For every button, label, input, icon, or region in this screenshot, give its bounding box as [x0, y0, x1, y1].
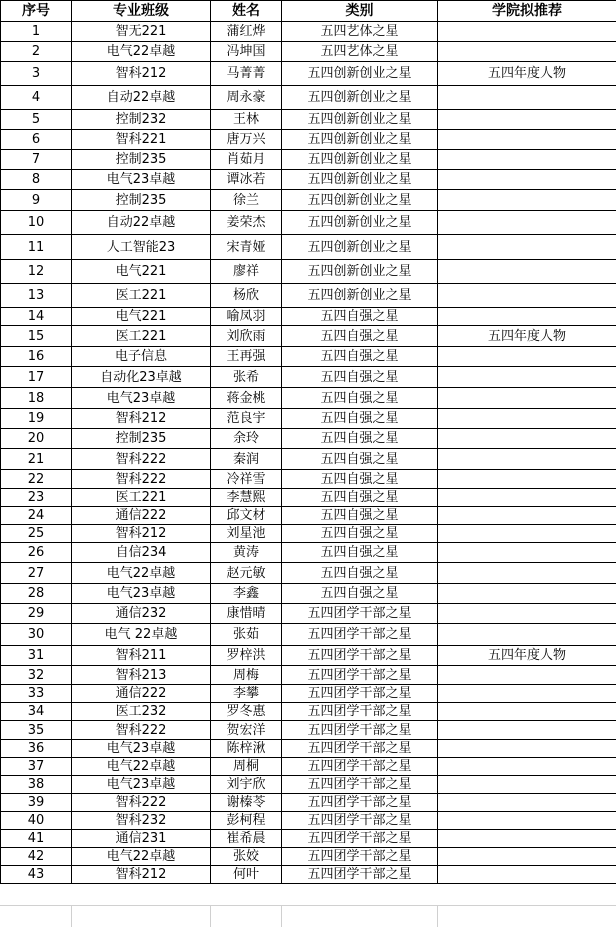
- cell-category[interactable]: 五四团学干部之星: [282, 604, 438, 624]
- cell-recommendation[interactable]: [438, 525, 616, 543]
- cell-name[interactable]: 罗冬惠: [211, 703, 282, 721]
- cell-name[interactable]: 冯坤国: [211, 42, 282, 62]
- cell-recommendation[interactable]: [438, 22, 616, 42]
- cell-major-class[interactable]: 电气23卓越: [72, 584, 211, 604]
- cell-major-class[interactable]: 电气221: [72, 260, 211, 284]
- cell-recommendation[interactable]: [438, 489, 616, 507]
- cell-recommendation[interactable]: [438, 260, 616, 284]
- cell-name[interactable]: 喻凤羽: [211, 308, 282, 326]
- cell-name[interactable]: 李鑫: [211, 584, 282, 604]
- table-row[interactable]: [1, 866, 616, 884]
- cell-number[interactable]: 38: [1, 776, 72, 794]
- table-row[interactable]: [1, 604, 616, 624]
- cell-name[interactable]: 马菁菁: [211, 62, 282, 86]
- cell-category[interactable]: 五四自强之星: [282, 409, 438, 429]
- cell-name[interactable]: 唐万兴: [211, 130, 282, 150]
- cell-name[interactable]: 张姣: [211, 848, 282, 866]
- table-row[interactable]: [1, 347, 616, 367]
- cell-recommendation[interactable]: 五四年度人物: [438, 62, 616, 86]
- cell-major-class[interactable]: 控制235: [72, 429, 211, 449]
- table-row[interactable]: [1, 449, 616, 470]
- table-row[interactable]: [1, 22, 616, 42]
- cell-name[interactable]: 康惜晴: [211, 604, 282, 624]
- cell-number[interactable]: 24: [1, 507, 72, 525]
- cell-category[interactable]: 五四团学干部之星: [282, 703, 438, 721]
- cell-name[interactable]: 廖祥: [211, 260, 282, 284]
- cell-name[interactable]: 王林: [211, 110, 282, 130]
- cell-recommendation[interactable]: [438, 308, 616, 326]
- cell-major-class[interactable]: 智科222: [72, 449, 211, 470]
- cell-major-class[interactable]: 通信222: [72, 685, 211, 703]
- cell-recommendation[interactable]: [438, 409, 616, 429]
- cell-recommendation[interactable]: [438, 758, 616, 776]
- table-row[interactable]: [1, 429, 616, 449]
- cell-category[interactable]: 五四艺体之星: [282, 42, 438, 62]
- cell-major-class[interactable]: 控制235: [72, 150, 211, 170]
- cell-name[interactable]: 余玲: [211, 429, 282, 449]
- table-row[interactable]: [1, 721, 616, 740]
- cell-name[interactable]: 罗梓洪: [211, 646, 282, 666]
- cell-recommendation[interactable]: [438, 367, 616, 388]
- cell-recommendation[interactable]: [438, 284, 616, 308]
- cell-category[interactable]: 五四自强之星: [282, 525, 438, 543]
- cell-category[interactable]: 五四团学干部之星: [282, 624, 438, 646]
- cell-number[interactable]: 40: [1, 812, 72, 830]
- cell-number[interactable]: 28: [1, 584, 72, 604]
- table-row[interactable]: [1, 794, 616, 812]
- cell-major-class[interactable]: 自动22卓越: [72, 86, 211, 110]
- cell-major-class[interactable]: 智科212: [72, 525, 211, 543]
- cell-recommendation[interactable]: [438, 830, 616, 848]
- cell-recommendation[interactable]: [438, 543, 616, 563]
- cell-number[interactable]: 19: [1, 409, 72, 429]
- cell-recommendation[interactable]: 五四年度人物: [438, 326, 616, 347]
- cell-major-class[interactable]: 智无221: [72, 22, 211, 42]
- cell-major-class[interactable]: 智科212: [72, 409, 211, 429]
- table-row[interactable]: [1, 260, 616, 284]
- cell-number[interactable]: 42: [1, 848, 72, 866]
- cell-major-class[interactable]: 电气221: [72, 308, 211, 326]
- cell-name[interactable]: 彭柯程: [211, 812, 282, 830]
- cell-recommendation[interactable]: [438, 848, 616, 866]
- cell-category[interactable]: 五四团学干部之星: [282, 646, 438, 666]
- cell-category[interactable]: 五四自强之星: [282, 507, 438, 525]
- cell-category[interactable]: 五四创新创业之星: [282, 235, 438, 260]
- cell-category[interactable]: 五四自强之星: [282, 449, 438, 470]
- header-number[interactable]: 序号: [1, 1, 72, 22]
- cell-name[interactable]: 张希: [211, 367, 282, 388]
- table-row[interactable]: [1, 150, 616, 170]
- cell-number[interactable]: 39: [1, 794, 72, 812]
- table-row[interactable]: [1, 507, 616, 525]
- cell-category[interactable]: 五四自强之星: [282, 563, 438, 584]
- cell-name[interactable]: 徐兰: [211, 190, 282, 211]
- cell-recommendation[interactable]: [438, 563, 616, 584]
- cell-major-class[interactable]: 人工智能23: [72, 235, 211, 260]
- table-row[interactable]: [1, 86, 616, 110]
- cell-major-class[interactable]: 通信222: [72, 507, 211, 525]
- cell-major-class[interactable]: 智科212: [72, 62, 211, 86]
- table-row[interactable]: [1, 848, 616, 866]
- cell-recommendation[interactable]: [438, 211, 616, 235]
- cell-recommendation[interactable]: [438, 624, 616, 646]
- cell-number[interactable]: 4: [1, 86, 72, 110]
- cell-number[interactable]: 41: [1, 830, 72, 848]
- cell-name[interactable]: 崔希晨: [211, 830, 282, 848]
- cell-recommendation[interactable]: [438, 388, 616, 409]
- cell-number[interactable]: 10: [1, 211, 72, 235]
- cell-number[interactable]: 11: [1, 235, 72, 260]
- cell-name[interactable]: 陈梓湫: [211, 740, 282, 758]
- cell-name[interactable]: 刘宇欣: [211, 776, 282, 794]
- cell-number[interactable]: 36: [1, 740, 72, 758]
- table-row[interactable]: [1, 326, 616, 347]
- cell-recommendation[interactable]: [438, 721, 616, 740]
- cell-recommendation[interactable]: [438, 703, 616, 721]
- cell-number[interactable]: 17: [1, 367, 72, 388]
- cell-major-class[interactable]: 智科212: [72, 866, 211, 884]
- cell-name[interactable]: 蒲红烨: [211, 22, 282, 42]
- cell-number[interactable]: 20: [1, 429, 72, 449]
- cell-category[interactable]: 五四自强之星: [282, 388, 438, 409]
- header-name[interactable]: 姓名: [211, 1, 282, 22]
- cell-name[interactable]: 姜荣杰: [211, 211, 282, 235]
- cell-category[interactable]: 五四创新创业之星: [282, 150, 438, 170]
- cell-number[interactable]: 12: [1, 260, 72, 284]
- cell-name[interactable]: 蒋金桃: [211, 388, 282, 409]
- cell-recommendation[interactable]: [438, 86, 616, 110]
- cell-name[interactable]: 范良宇: [211, 409, 282, 429]
- cell-category[interactable]: 五四团学干部之星: [282, 685, 438, 703]
- cell-category[interactable]: 五四自强之星: [282, 543, 438, 563]
- cell-major-class[interactable]: 电气23卓越: [72, 170, 211, 190]
- cell-major-class[interactable]: 电气23卓越: [72, 388, 211, 409]
- cell-major-class[interactable]: 医工221: [72, 489, 211, 507]
- cell-major-class[interactable]: 电气22卓越: [72, 563, 211, 584]
- header-major-class[interactable]: 专业班级: [72, 1, 211, 22]
- cell-number[interactable]: 33: [1, 685, 72, 703]
- cell-recommendation[interactable]: [438, 866, 616, 884]
- table-row[interactable]: [1, 470, 616, 489]
- cell-number[interactable]: 26: [1, 543, 72, 563]
- table-row[interactable]: [1, 666, 616, 685]
- cell-category[interactable]: 五四创新创业之星: [282, 211, 438, 235]
- cell-category[interactable]: 五四团学干部之星: [282, 776, 438, 794]
- table-row[interactable]: [1, 685, 616, 703]
- cell-recommendation[interactable]: [438, 794, 616, 812]
- cell-major-class[interactable]: 自信234: [72, 543, 211, 563]
- table-row[interactable]: [1, 170, 616, 190]
- cell-major-class[interactable]: 控制232: [72, 110, 211, 130]
- table-row[interactable]: [1, 543, 616, 563]
- cell-recommendation[interactable]: [438, 190, 616, 211]
- cell-category[interactable]: 五四艺体之星: [282, 22, 438, 42]
- cell-category[interactable]: 五四团学干部之星: [282, 794, 438, 812]
- cell-category[interactable]: 五四团学干部之星: [282, 721, 438, 740]
- cell-name[interactable]: 秦润: [211, 449, 282, 470]
- cell-name[interactable]: 赵元敏: [211, 563, 282, 584]
- cell-category[interactable]: 五四团学干部之星: [282, 740, 438, 758]
- cell-recommendation[interactable]: [438, 449, 616, 470]
- cell-number[interactable]: 23: [1, 489, 72, 507]
- cell-category[interactable]: 五四团学干部之星: [282, 666, 438, 685]
- cell-number[interactable]: 30: [1, 624, 72, 646]
- cell-category[interactable]: 五四创新创业之星: [282, 284, 438, 308]
- cell-recommendation[interactable]: [438, 507, 616, 525]
- table-row[interactable]: [1, 646, 616, 666]
- cell-major-class[interactable]: 智科221: [72, 130, 211, 150]
- cell-name[interactable]: 贺宏洋: [211, 721, 282, 740]
- table-row[interactable]: [1, 624, 616, 646]
- cell-major-class[interactable]: 医工221: [72, 284, 211, 308]
- cell-name[interactable]: 刘星池: [211, 525, 282, 543]
- cell-recommendation[interactable]: [438, 470, 616, 489]
- cell-major-class[interactable]: 控制235: [72, 190, 211, 211]
- cell-major-class[interactable]: 智科213: [72, 666, 211, 685]
- cell-major-class[interactable]: 医工221: [72, 326, 211, 347]
- cell-major-class[interactable]: 电气23卓越: [72, 740, 211, 758]
- table-row[interactable]: [1, 703, 616, 721]
- cell-recommendation[interactable]: [438, 685, 616, 703]
- cell-category[interactable]: 五四创新创业之星: [282, 110, 438, 130]
- cell-category[interactable]: 五四自强之星: [282, 429, 438, 449]
- cell-name[interactable]: 谢榛苓: [211, 794, 282, 812]
- cell-number[interactable]: 3: [1, 62, 72, 86]
- cell-major-class[interactable]: 自动化23卓越: [72, 367, 211, 388]
- cell-recommendation[interactable]: [438, 42, 616, 62]
- table-header: [1, 1, 616, 22]
- table-row[interactable]: [1, 489, 616, 507]
- cell-major-class[interactable]: 电气22卓越: [72, 848, 211, 866]
- cell-number[interactable]: 18: [1, 388, 72, 409]
- cell-number[interactable]: 32: [1, 666, 72, 685]
- table-row[interactable]: [1, 235, 616, 260]
- cell-category[interactable]: 五四创新创业之星: [282, 260, 438, 284]
- cell-major-class[interactable]: 智科222: [72, 470, 211, 489]
- cell-major-class[interactable]: 医工232: [72, 703, 211, 721]
- cell-name[interactable]: 谭冰若: [211, 170, 282, 190]
- cell-name[interactable]: 刘欣雨: [211, 326, 282, 347]
- table-row[interactable]: [1, 812, 616, 830]
- cell-number[interactable]: 34: [1, 703, 72, 721]
- cell-category[interactable]: 五四团学干部之星: [282, 848, 438, 866]
- cell-recommendation[interactable]: [438, 170, 616, 190]
- cell-number[interactable]: 1: [1, 22, 72, 42]
- cell-number[interactable]: 2: [1, 42, 72, 62]
- cell-number[interactable]: 5: [1, 110, 72, 130]
- cell-number[interactable]: 35: [1, 721, 72, 740]
- header-row: [1, 1, 616, 22]
- cell-number[interactable]: 21: [1, 449, 72, 470]
- table-row[interactable]: [1, 830, 616, 848]
- cell-recommendation[interactable]: [438, 666, 616, 685]
- header-recommendation[interactable]: 学院拟推荐: [438, 1, 616, 22]
- cell-number[interactable]: 31: [1, 646, 72, 666]
- cell-category[interactable]: 五四团学干部之星: [282, 758, 438, 776]
- cell-category[interactable]: 五四自强之星: [282, 470, 438, 489]
- cell-name[interactable]: 周梅: [211, 666, 282, 685]
- table-row[interactable]: [1, 62, 616, 86]
- cell-recommendation[interactable]: [438, 347, 616, 367]
- cell-major-class[interactable]: 电气 22卓越: [72, 624, 211, 646]
- cell-major-class[interactable]: 智科232: [72, 812, 211, 830]
- cell-recommendation[interactable]: 五四年度人物: [438, 646, 616, 666]
- table-row[interactable]: [1, 367, 616, 388]
- cell-major-class[interactable]: 智科211: [72, 646, 211, 666]
- cell-major-class[interactable]: 电气23卓越: [72, 776, 211, 794]
- cell-major-class[interactable]: 通信232: [72, 604, 211, 624]
- cell-major-class[interactable]: 自动22卓越: [72, 211, 211, 235]
- table-row[interactable]: [1, 110, 616, 130]
- cell-category[interactable]: 五四自强之星: [282, 584, 438, 604]
- cell-recommendation[interactable]: [438, 812, 616, 830]
- cell-name[interactable]: 李攀: [211, 685, 282, 703]
- cell-name[interactable]: 肖茹月: [211, 150, 282, 170]
- cell-category[interactable]: 五四创新创业之星: [282, 62, 438, 86]
- cell-number[interactable]: 9: [1, 190, 72, 211]
- cell-name[interactable]: 李慧熙: [211, 489, 282, 507]
- cell-category[interactable]: 五四团学干部之星: [282, 812, 438, 830]
- cell-number[interactable]: 13: [1, 284, 72, 308]
- cell-name[interactable]: 冷祥雪: [211, 470, 282, 489]
- table-row[interactable]: [1, 130, 616, 150]
- cell-name[interactable]: 何叶: [211, 866, 282, 884]
- table-row[interactable]: [1, 42, 616, 62]
- table-row[interactable]: [1, 284, 616, 308]
- table-row[interactable]: [1, 211, 616, 235]
- cell-category[interactable]: 五四创新创业之星: [282, 170, 438, 190]
- table-row[interactable]: [1, 776, 616, 794]
- cell-number[interactable]: 8: [1, 170, 72, 190]
- cell-recommendation[interactable]: [438, 150, 616, 170]
- cell-major-class[interactable]: 电子信息: [72, 347, 211, 367]
- cell-number[interactable]: 29: [1, 604, 72, 624]
- cell-category[interactable]: 五四创新创业之星: [282, 130, 438, 150]
- cell-major-class[interactable]: 电气22卓越: [72, 42, 211, 62]
- cell-name[interactable]: 黄涛: [211, 543, 282, 563]
- cell-number[interactable]: 37: [1, 758, 72, 776]
- cell-recommendation[interactable]: [438, 429, 616, 449]
- cell-number[interactable]: 15: [1, 326, 72, 347]
- cell-recommendation[interactable]: [438, 604, 616, 624]
- cell-number[interactable]: 14: [1, 308, 72, 326]
- cell-recommendation[interactable]: [438, 110, 616, 130]
- cell-name[interactable]: 杨欣: [211, 284, 282, 308]
- cell-category[interactable]: 五四自强之星: [282, 489, 438, 507]
- table-row[interactable]: [1, 409, 616, 429]
- table-row[interactable]: [1, 563, 616, 584]
- cell-category[interactable]: 五四创新创业之星: [282, 86, 438, 110]
- cell-category[interactable]: 五四团学干部之星: [282, 866, 438, 884]
- cell-name[interactable]: 周永豪: [211, 86, 282, 110]
- cell-category[interactable]: 五四自强之星: [282, 347, 438, 367]
- cell-recommendation[interactable]: [438, 130, 616, 150]
- cell-recommendation[interactable]: [438, 235, 616, 260]
- cell-name[interactable]: 王再强: [211, 347, 282, 367]
- cell-name[interactable]: 宋青娅: [211, 235, 282, 260]
- table-row[interactable]: [1, 758, 616, 776]
- cell-category[interactable]: 五四自强之星: [282, 367, 438, 388]
- cell-major-class[interactable]: 通信231: [72, 830, 211, 848]
- cell-number[interactable]: 6: [1, 130, 72, 150]
- cell-category[interactable]: 五四自强之星: [282, 308, 438, 326]
- cell-category[interactable]: 五四创新创业之星: [282, 190, 438, 211]
- table-row[interactable]: [1, 190, 616, 211]
- table-body: [1, 22, 616, 884]
- cell-number[interactable]: 27: [1, 563, 72, 584]
- cell-category[interactable]: 五四自强之星: [282, 326, 438, 347]
- cell-recommendation[interactable]: [438, 776, 616, 794]
- cell-recommendation[interactable]: [438, 584, 616, 604]
- empty-grid-area: [0, 905, 616, 927]
- cell-recommendation[interactable]: [438, 740, 616, 758]
- cell-number[interactable]: 43: [1, 866, 72, 884]
- cell-number[interactable]: 7: [1, 150, 72, 170]
- cell-number[interactable]: 22: [1, 470, 72, 489]
- table-row[interactable]: [1, 308, 616, 326]
- header-category[interactable]: 类别: [282, 1, 438, 22]
- table-row[interactable]: [1, 740, 616, 758]
- cell-major-class[interactable]: 智科222: [72, 794, 211, 812]
- cell-name[interactable]: 张茹: [211, 624, 282, 646]
- cell-major-class[interactable]: 智科222: [72, 721, 211, 740]
- table-row[interactable]: [1, 584, 616, 604]
- table-row[interactable]: [1, 525, 616, 543]
- cell-name[interactable]: 周桐: [211, 758, 282, 776]
- cell-major-class[interactable]: 电气22卓越: [72, 758, 211, 776]
- cell-number[interactable]: 25: [1, 525, 72, 543]
- cell-number[interactable]: 16: [1, 347, 72, 367]
- table-row[interactable]: [1, 388, 616, 409]
- cell-category[interactable]: 五四团学干部之星: [282, 830, 438, 848]
- cell-name[interactable]: 邱文材: [211, 507, 282, 525]
